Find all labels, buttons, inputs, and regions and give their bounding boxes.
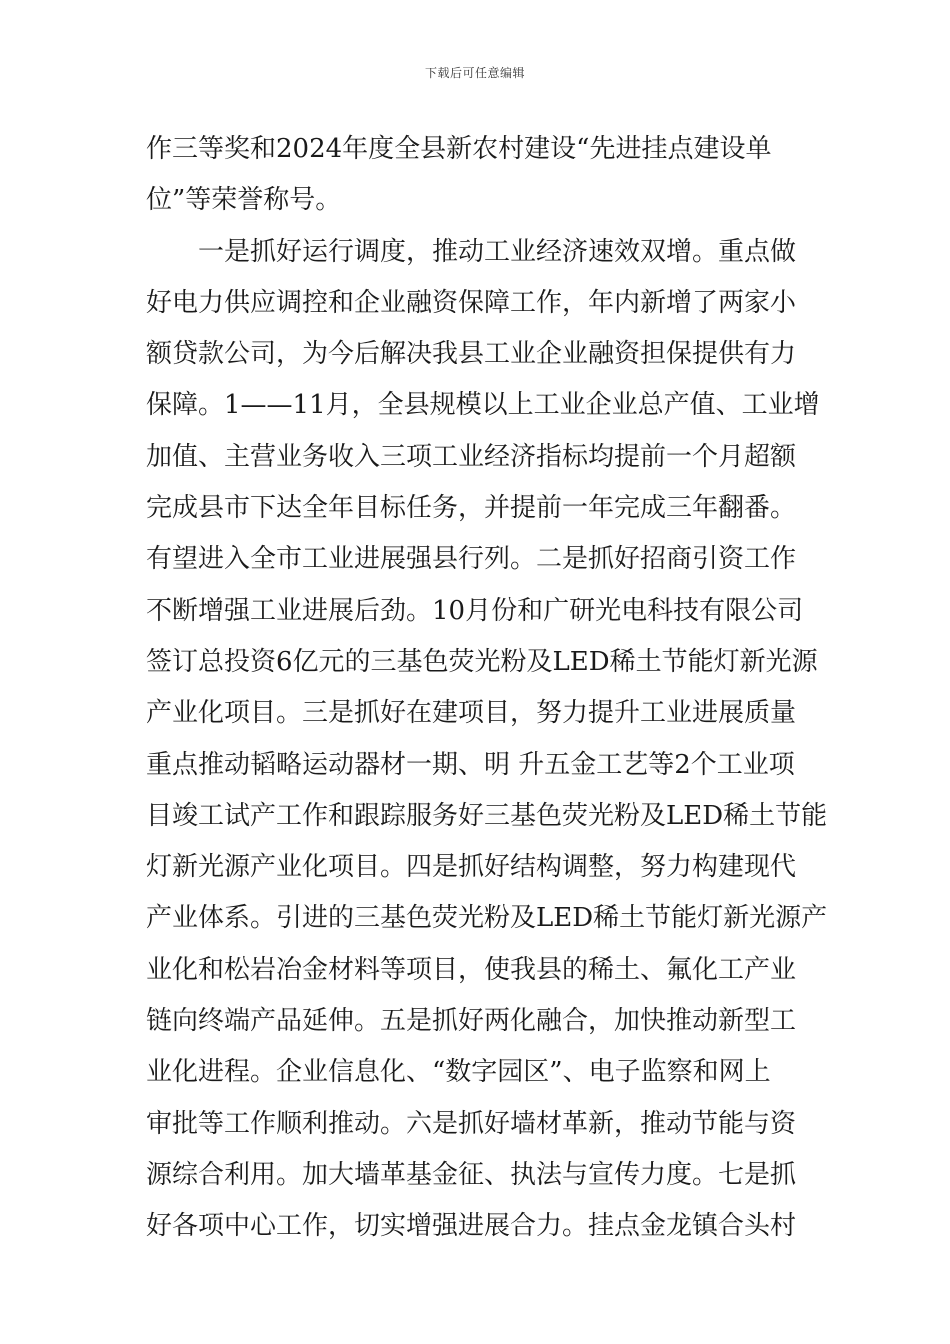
text-line: 位”等荣誉称号。 (146, 185, 342, 216)
text-line: 产业体系。引进的三基色荧光粉及LED稀土节能灯新光源产 (146, 903, 828, 934)
text-line: 保障。1——11月，全县规模以上工业企业总产值、工业增 (146, 390, 820, 421)
page-header: 下载后可任意编辑 (424, 66, 525, 80)
text-line: 重点推动韬略运动器材一期、明 升五金工艺等2个工业项 (146, 749, 795, 780)
text-line: 完成县市下达全年目标任务，并提前一年完成三年翻番。 (146, 493, 797, 524)
text-line: 额贷款公司，为今后解决我县工业企业融资担保提供有力 (146, 339, 797, 370)
text-line: 好各项中心工作，切实增强进展合力。挂点金龙镇合头村 (146, 1211, 797, 1242)
text-line: 业化进程。企业信息化、“数字园区”、电子监察和网上 (146, 1057, 771, 1088)
text-line: 目竣工试产工作和跟踪服务好三基色荧光粉及LED稀土节能 (146, 800, 828, 831)
text-line: 业化和松岩冶金材料等项目，使我县的稀土、氟化工产业 (146, 954, 797, 985)
text-line: 加值、主营业务收入三项工业经济指标均提前一个月超额 (146, 441, 797, 472)
text-line: 有望进入全市工业进展强县行列。二是抓好招商引资工作 (146, 544, 797, 575)
text-line: 签订总投资6亿元的三基色荧光粉及LED稀土节能灯新光源 (146, 646, 818, 677)
text-line: 作三等奖和2024年度全县新农村建设“先进挂点建设单 (146, 134, 772, 164)
text-line: 产业化项目。三是抓好在建项目，努力提升工业进展质量 (146, 698, 797, 729)
text-line: 不断增强工业进展后劲。10月份和广研光电科技有限公司 (146, 595, 804, 626)
text-line: 好电力供应调控和企业融资保障工作，年内新增了两家小 (146, 287, 797, 318)
text-line: 源综合利用。加大墙革基金征、执法与宣传力度。七是抓 (146, 1159, 797, 1190)
text-line: 一是抓好运行调度，推动工业经济速效双增。重点做 (146, 236, 797, 267)
text-line: 审批等工作顺利推动。六是抓好墙材革新，推动节能与资 (146, 1108, 797, 1139)
body-text (146, 124, 828, 1253)
text-line: 灯新光源产业化项目。四是抓好结构调整，努力构建现代 (146, 852, 797, 883)
text-line: 链向终端产品延伸。五是抓好两化融合，加快推动新型工 (146, 1006, 797, 1037)
